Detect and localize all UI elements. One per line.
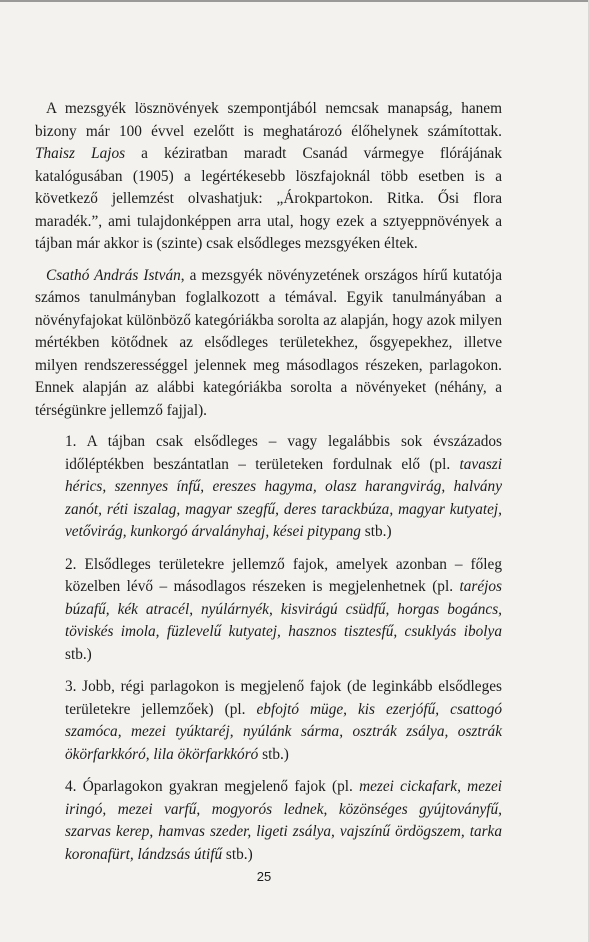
italic-text-run: Thaisz Lajos — [35, 145, 126, 162]
text-run: stb.) — [258, 745, 289, 763]
category-2-text — [65, 554, 502, 667]
species-category-list — [65, 431, 502, 866]
list-item — [65, 676, 502, 766]
text-run: 3. Jobb, régi parlagokon is megjelenő fajok (de leginkább elsődleges területekre jellemzőek) (pl. — [65, 678, 502, 718]
italic-text-run: tavaszi hérics, szennyes ínfű, ereszes hagyma, olasz harangvirág, halvány zanót, réti iszalag, magyar szegfű, deres tarackbúza, magyar kutyatej, vetővirág, kunkorgó árvalányhaj, kései pitypang — [65, 455, 502, 540]
category-1-text — [65, 431, 502, 544]
italic-text-run: taréjos búzafű, kék atracél, nyúlárnyék, kisvirágú csüdfű, horgas bogáncs, töviskés imola, füzlevelű kutyatej, hasznos tisztesfű, csuklyás ibolya — [65, 578, 502, 640]
paragraph-csatho-research — [35, 265, 502, 423]
text-run: stb.) — [65, 645, 92, 663]
list-item — [65, 554, 502, 667]
text-run: A mezsgyék lösznövények szempontjából nemcsak manapság, hanem bizony már 100 évvel ezelőtt is meghatározó élőhelynek számítottak. — [35, 100, 502, 140]
italic-text-run: mezei cickafark, mezei iringó, mezei varfű, mogyorós lednek, közönséges gyújtoványfű, szarvas kerep, hamvas szeder, ligeti zsálya, vajszínű ördögszem, tarka koronafürt, lándzsás útifű — [65, 778, 502, 863]
category-4-text — [65, 776, 502, 866]
paragraph-mezsgyek-history — [35, 98, 502, 256]
text-run: a kéziratban maradt Csanád vármegye flórájának katalógusában (1905) a legértékesebb löszfajoknál több esetben is a következő jellemzést olvashatjuk: „Árokpartokon. Ritka. Ősi flora maradék.”, ami tulajdonképpen arra utal, hogy ezek a sztyeppnövények a tájban már akkor is (szinte) csak elsődleges mezsgyéken éltek. — [35, 145, 502, 252]
text-run: 1. A tájban csak elsődleges – vagy legalábbis sok évszázados időléptékben beszántatlan – területeken fordulnak elő (pl. — [65, 433, 502, 473]
italic-text-run: ebfojtó müge, kis ezerjófű, csattogó szamóca, mezei tyúktaréj, nyúlánk sárma, osztrák zsálya, osztrák ökörfarkkóró, lila ökörfarkkóró — [65, 700, 502, 763]
text-run: stb.) — [222, 845, 253, 863]
scan-top-border — [0, 0, 590, 2]
text-run: 4. Óparlagokon gyakran megjelenő fajok (pl. — [65, 778, 360, 795]
page-body — [35, 98, 502, 866]
text-run: stb.) — [360, 523, 392, 540]
text-run: , a mezsgyék növényzetének országos hírű kutatója számos tanulmányban foglalkozott a témával. Egyik tanulmányában a növényfajokat különböző kategóriákba sorolta az alapján, hogy azok milyen mértékben kötődnek az elsődleges területekhez, ősgyepekhez, illetve milyen rendszerességgel jelennek meg másodlagos részeken, parlagokon. Ennek alapján az alábbi kategóriákba sorolta a növényeket (néhány, a térségünkre jellemző fajjal). — [35, 266, 502, 419]
page-number: 25 — [256, 869, 272, 884]
italic-text-run: Csathó András István — [46, 266, 181, 284]
text-run: 2. Elsődleges területekre jellemző fajok, amelyek azonban – főleg közelben lévő – másodlagos részeken is megjelenhetnek (pl. — [65, 555, 502, 595]
list-item — [65, 431, 502, 544]
category-3-text — [65, 676, 502, 766]
list-item — [65, 776, 502, 866]
